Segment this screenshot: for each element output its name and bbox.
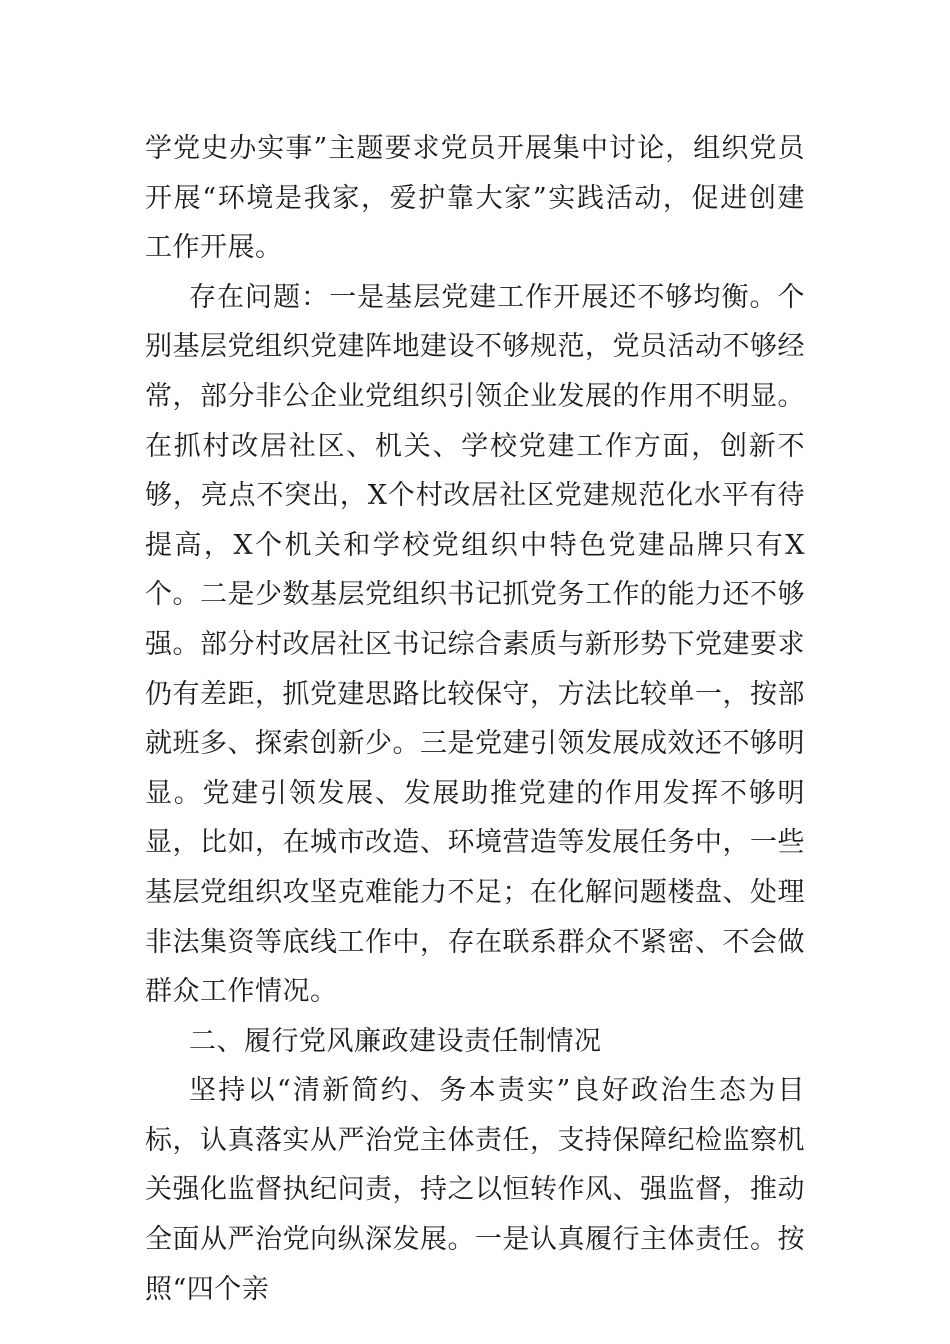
paragraph-existing-problems: 存在问题：一是基层党建工作开展还不够均衡。个别基层党组织党建阵地建设不够规范，党员活动不够经常，部分非公企业党组织引领企业发展的作用不明显。在抓村改居社区、机关、学校党建工作方面，创新不够，亮点不突出，X个村改居社区党建规范化水平有待提高，X个机关和学校党组织中特色党建品牌只有X个。二是少数基层党组织书记抓党务工作的能力还不够强。部分村改居社区书记综合素质与新形势下党建要求仍有差距，抓党建思路比较保守，方法比较单一，按部就班多、探索创新少。三是党建引领发展成效还不够明显。党建引领发展、发展助推党建的作用发挥不够明显，比如，在城市改造、环境营造等发展任务中，一些基层党组织攻坚克难能力不足；在化解问题楼盘、处理非法集资等底线工作中，存在联系群众不紧密、不会做群众工作情况。: [145, 281, 805, 1008]
paragraph-continuation: 学党史办实事”主题要求党员开展集中讨论，组织党员开展“环境是我家，爱护靠大家”实践活动，促进创建工作开展。: [145, 133, 805, 264]
paragraph-party-conduct: 坚持以“清新简约、务本责实”良好政治生态为目标，认真落实从严治党主体责任，支持保障纪检监察机关强化监督执纪问责，持之以恒转作风、强监督，推动全面从严治党向纵深发展。一是认真履行主体责任。按照“四个亲: [145, 1075, 805, 1305]
document-page: [145, 124, 805, 1314]
section-heading: 二、履行党风廉政建设责任制情况: [189, 1025, 602, 1057]
